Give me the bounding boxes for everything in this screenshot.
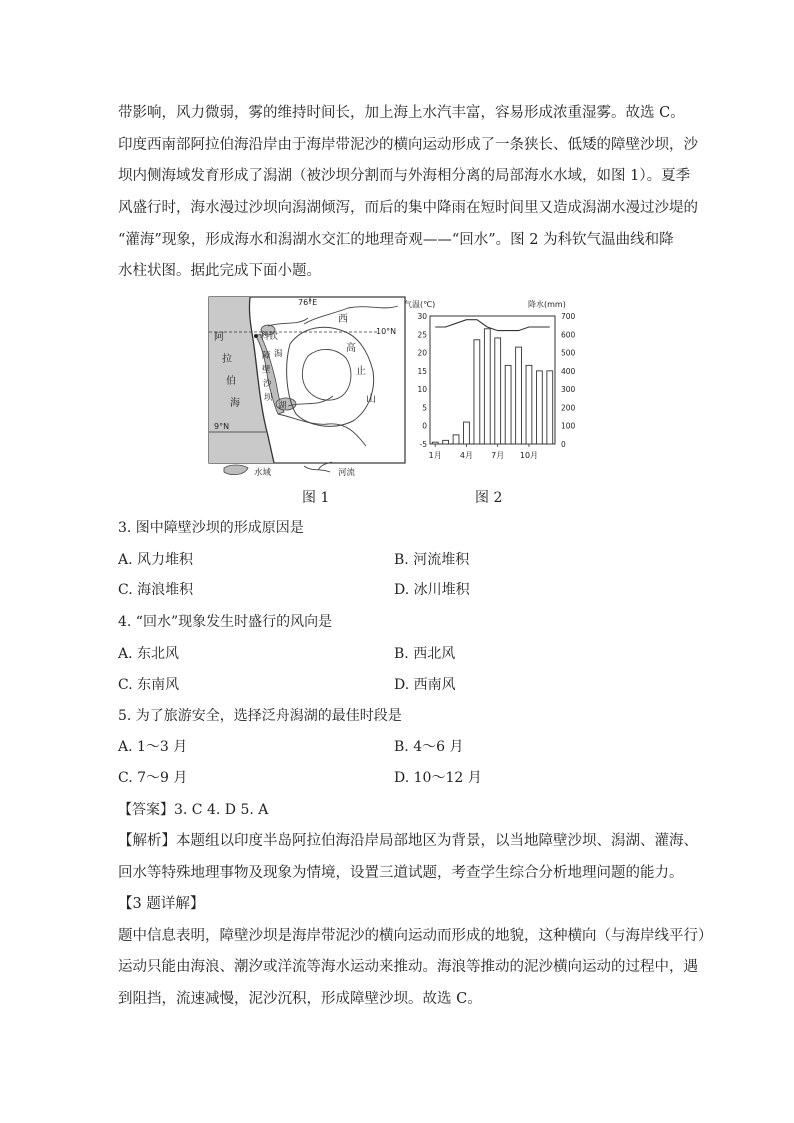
- x-tick-label: 4月: [459, 451, 474, 460]
- question-4-stem: 4. “回水”现象发生时盛行的风向是: [118, 614, 333, 630]
- lat-9n-label: 9°N: [214, 422, 230, 431]
- sea-char-1: 阿: [214, 332, 224, 343]
- question-3-option-d: D. 冰川堆积: [394, 582, 470, 598]
- city-label: 科钦: [260, 332, 279, 342]
- lon-label: 76°E: [298, 298, 318, 307]
- intro-line-6: 水柱状图。据此完成下面小题。: [118, 263, 321, 279]
- question-3-option-c: C. 海浪堆积: [118, 582, 194, 598]
- right-tick-label: 700: [561, 312, 576, 321]
- intro-line-5: “灌海”现象，形成海水和潟湖水交汇的地理奇观——“回水”。图 2 为科钦气温曲线和降: [118, 232, 674, 248]
- figure-1-map: [208, 296, 408, 482]
- intro-line-2: 印度西南部阿拉伯海沿岸由于海岸带泥沙的横向运动形成了一条狭长、低矮的障壁沙坝，沙: [118, 137, 698, 153]
- question-4-option-a: A. 东北风: [118, 646, 180, 662]
- left-tick-label: 0: [422, 421, 427, 431]
- left-tick-label: 20: [417, 348, 427, 358]
- right-tick-label: 600: [561, 330, 576, 340]
- right-tick-label: 0: [561, 440, 566, 449]
- question-4-option-b: B. 西北风: [394, 646, 456, 662]
- figure-1-caption: 图 1: [302, 490, 330, 506]
- left-tick-label: 30: [417, 312, 427, 321]
- left-tick-label: 5: [422, 403, 427, 413]
- left-tick-label: -5: [419, 440, 427, 449]
- question-5-option-c: C. 7～9 月: [118, 770, 188, 786]
- precip-bar: [453, 435, 459, 444]
- precip-bar: [484, 329, 490, 444]
- sea-char-3: 伯: [226, 376, 236, 387]
- x-tick-label: 7月: [491, 451, 505, 460]
- left-axis-title: 气温(℃): [404, 300, 436, 309]
- intro-line-1: 带影响，风力微弱，雾的维持时间长，加上海上水汽丰富，容易形成浓重湿雾。故选 C。: [118, 105, 685, 121]
- ghats-char-3: 止: [356, 366, 366, 377]
- precip-bar: [474, 340, 480, 444]
- question-5-option-a: A. 1～3 月: [118, 739, 188, 755]
- legend-water-label: 水域: [254, 468, 272, 478]
- precip-bar: [464, 422, 470, 444]
- lat-10n-label: 10°N: [376, 327, 397, 336]
- detail-heading: 【3 题详解】: [118, 896, 205, 912]
- precip-bars: [432, 329, 552, 444]
- precip-bar: [547, 371, 553, 444]
- intro-line-4: 风盛行时，海水漫过沙坝向潟湖倾泻，而后的集中降雨在短时间里又造成潟湖水漫过沙堤的: [118, 200, 698, 216]
- x-tick-label: 1月: [428, 451, 442, 460]
- ghats-char-4: 山: [366, 394, 376, 405]
- sea-char-4: 海: [230, 398, 240, 409]
- precip-bar: [505, 365, 511, 444]
- city-marker: [254, 334, 258, 338]
- legend-river-label: 河流: [338, 468, 356, 478]
- precip-bar: [516, 347, 522, 444]
- x-tick-label: 10月: [519, 451, 539, 460]
- intro-line-3: 坝内侧海域发育形成了潟湖（被沙坝分割而与外海相分离的局部海水水域，如图 1）。夏季: [118, 168, 691, 184]
- legend-water-symbol: [224, 465, 248, 475]
- temperature-line: [435, 320, 550, 331]
- lagoon-char-1: 潟: [274, 349, 283, 359]
- detail-line-2: 运动只能由海浪、潮汐或洋流等海水运动来推动。海浪等推动的泥沙横向运动的过程中，遇: [118, 959, 698, 975]
- barrier-char-3: 沙: [263, 379, 272, 389]
- precip-bar: [526, 365, 532, 444]
- left-tick-label: 15: [417, 366, 427, 376]
- question-5-option-d: D. 10～12 月: [394, 770, 482, 786]
- right-tick-label: 200: [561, 403, 576, 413]
- left-tick-label: 10: [417, 385, 427, 395]
- question-5-option-b: B. 4～6 月: [394, 739, 464, 755]
- ghats-char-1: 西: [338, 314, 348, 325]
- detail-line-3: 到阻挡，流速减慢，泥沙沉积，形成障壁沙坝。故选 C。: [118, 991, 482, 1007]
- precip-bar: [495, 338, 501, 444]
- question-3-option-a: A. 风力堆积: [118, 552, 194, 568]
- detail-line-1: 题中信息表明，障壁沙坝是海岸带泥沙的横向运动而形成的地貌，这种横向（与海岸线平行）: [118, 928, 713, 944]
- left-axis-ticks: [417, 312, 427, 449]
- right-tick-label: 100: [561, 421, 576, 431]
- barrier-char-1: 障: [262, 351, 271, 361]
- question-3-option-b: B. 河流堆积: [394, 552, 470, 568]
- precip-bar: [432, 442, 438, 444]
- answer-line: 【答案】3. C 4. D 5. A: [118, 802, 269, 818]
- precip-bar: [443, 440, 449, 444]
- x-axis-ticks: [429, 444, 538, 460]
- right-axis-ticks: [561, 312, 576, 449]
- precip-bar: [536, 371, 542, 444]
- analysis-line-2: 回水等特殊地理事物及现象为情境，设置三道试题，考查学生综合分析地理问题的能力。: [118, 865, 684, 881]
- figure-2-climate-chart: [400, 296, 580, 468]
- left-tick-label: 25: [417, 330, 427, 340]
- question-3-stem: 3. 图中障壁沙坝的形成原因是: [118, 520, 304, 536]
- right-axis-title: 降水(mm): [528, 300, 566, 309]
- question-5-stem: 5. 为了旅游安全，选择泛舟潟湖的最佳时段是: [118, 708, 402, 724]
- figure-2-caption: 图 2: [475, 490, 503, 506]
- ghats-char-2: 高: [346, 343, 356, 354]
- barrier-char-2: 壁: [262, 365, 271, 375]
- analysis-line-1: 【解析】本题组以印度半岛阿拉伯海沿岸局部地区为背景，以当地障壁沙坝、潟湖、灌海、: [118, 833, 698, 849]
- question-4-option-d: D. 西南风: [394, 677, 456, 693]
- barrier-char-4: 坝: [264, 393, 273, 403]
- right-tick-label: 500: [561, 348, 576, 358]
- right-tick-label: 300: [561, 385, 576, 395]
- question-4-option-c: C. 东南风: [118, 677, 180, 693]
- right-tick-label: 400: [561, 366, 576, 376]
- sea-char-2: 拉: [222, 354, 232, 365]
- lagoon-char-2: 湖: [278, 401, 287, 411]
